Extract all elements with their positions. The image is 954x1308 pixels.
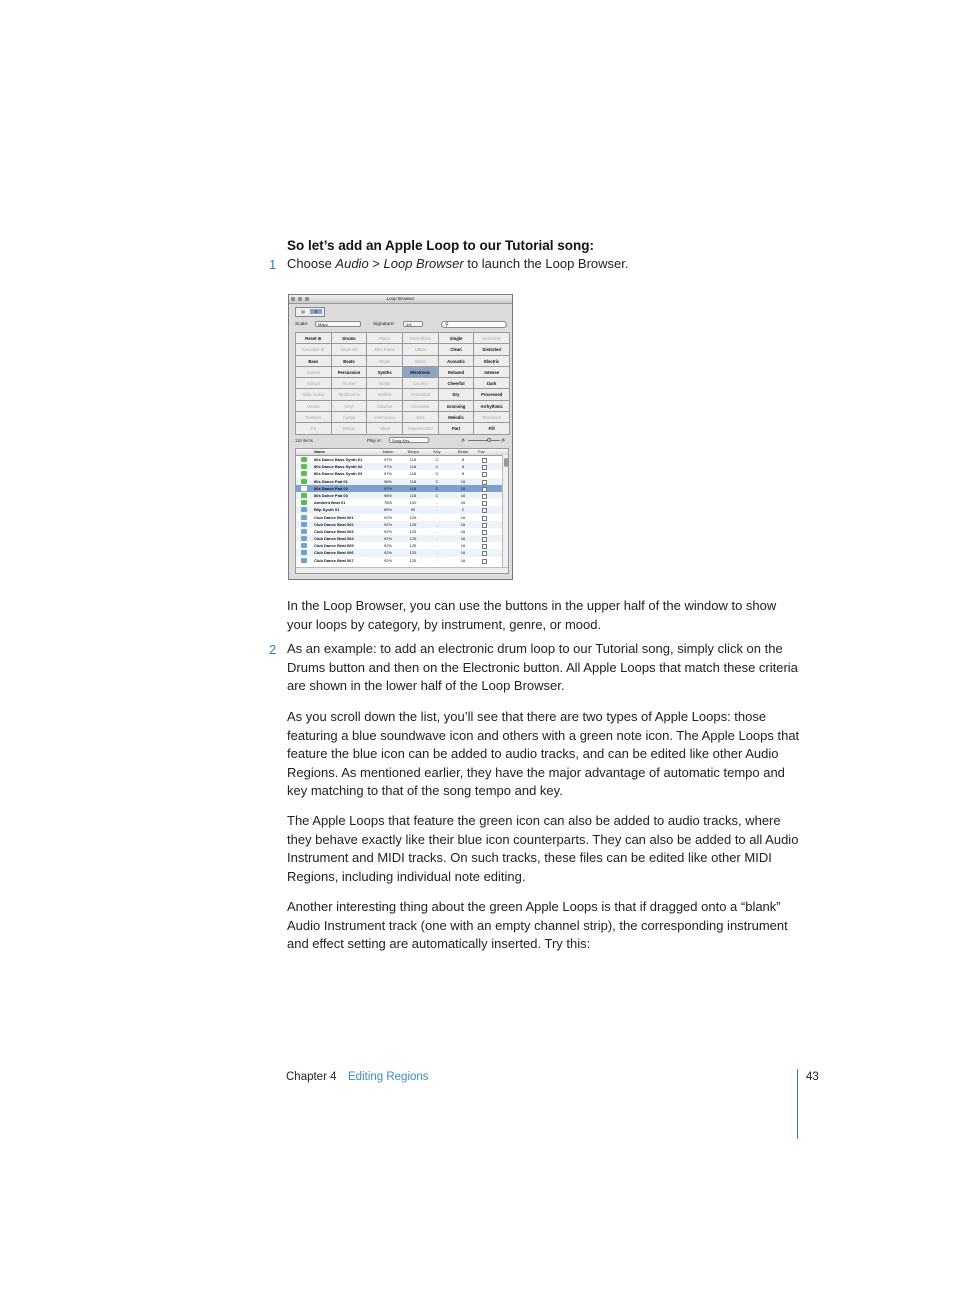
loop-match: 92%: [383, 521, 392, 527]
loop-tempo: 125: [409, 557, 417, 563]
window-title: Loop Browser: [386, 296, 415, 301]
loop-tempo: 125: [409, 536, 417, 542]
speaker-low-icon: 🔈: [461, 437, 466, 442]
loop-beats: 8: [461, 464, 465, 470]
keyword-button[interactable]: Clavinet: [367, 401, 403, 412]
keyword-button[interactable]: Orchestral: [403, 389, 439, 400]
loop-key: -: [436, 557, 438, 563]
keyword-button[interactable]: Conga: [332, 412, 368, 423]
loop-name: Ambient Beat 01: [314, 500, 346, 506]
keyword-button[interactable]: Dark: [474, 378, 510, 389]
loop-tempo: 90: [410, 507, 416, 513]
loop-key: C: [435, 492, 439, 498]
note-icon: [301, 457, 307, 462]
horizontal-scrollbar[interactable]: [296, 567, 508, 573]
volume-slider[interactable]: [461, 437, 507, 443]
table-row[interactable]: [296, 549, 508, 556]
keyword-row: [296, 356, 510, 367]
vertical-scrollbar[interactable]: [502, 455, 508, 567]
keyword-button[interactable]: Piano: [367, 333, 403, 344]
loop-name: 80s Dance Pad 03: [314, 492, 348, 498]
step-1-text: Choose Audio > Loop Browser to launch the Loop Browser.: [287, 256, 629, 271]
favorite-checkbox[interactable]: [478, 478, 492, 485]
signature-label: Signature:: [373, 322, 395, 327]
loop-key: C: [435, 478, 439, 484]
loop-beats: 16: [460, 543, 466, 549]
loop-key: C: [435, 464, 439, 470]
loop-name: 80s Dance Bass Synth 02: [314, 464, 363, 470]
favorite-checkbox[interactable]: [478, 463, 492, 470]
keyword-button[interactable]: Vocals: [296, 401, 332, 412]
keyword-button[interactable]: Synths: [367, 367, 403, 378]
menu-loop-browser: Loop Browser: [383, 256, 464, 271]
table-row[interactable]: [296, 528, 508, 535]
keyword-button[interactable]: Cheerful: [439, 378, 475, 389]
favorite-checkbox[interactable]: [478, 456, 492, 463]
keyword-button[interactable]: Dry: [439, 389, 475, 400]
table-row[interactable]: [296, 535, 508, 542]
keyword-button[interactable]: Strings: [296, 378, 332, 389]
loop-tempo: 118: [409, 457, 417, 462]
loop-name: 80s Dance Pad 01: [314, 478, 348, 484]
keyword-button[interactable]: Urban: [403, 344, 439, 355]
loop-key: -: [436, 543, 438, 549]
loop-beats: 2: [461, 507, 465, 513]
favorite-checkbox[interactable]: [478, 535, 492, 542]
footer-divider: [797, 1069, 798, 1139]
note-icon: [301, 486, 307, 491]
step-2-text: As an example: to add an electronic drum loop to our Tutorial song, simply click on the Drums button and then on the Electronic button. All Apple Loops that match these criteria are shown in the lower half of the Loop Browser.: [287, 641, 798, 694]
loop-name: 80s Dance Bass Synth 03: [314, 471, 363, 477]
loop-match: 97%: [383, 471, 392, 477]
table-row[interactable]: [296, 521, 508, 528]
page-number: 43: [806, 1071, 819, 1083]
loop-beats: 8: [461, 471, 465, 477]
footer-chapter: Chapter 4: [286, 1071, 337, 1083]
soundwave-icon: [301, 529, 307, 534]
note-icon: [301, 500, 307, 505]
loop-key: -: [436, 521, 438, 527]
table-row[interactable]: [296, 542, 508, 549]
keyword-button[interactable]: Elec Piano: [367, 344, 403, 355]
keyword-button[interactable]: Textures: [296, 412, 332, 423]
play-in-control: [367, 438, 410, 443]
keyword-button[interactable]: Organ: [367, 356, 403, 367]
keyword-button[interactable]: Acoustic: [439, 356, 475, 367]
favorite-checkbox[interactable]: [478, 549, 492, 556]
loop-key: -: [436, 550, 438, 556]
loop-tempo: 100: [409, 500, 417, 506]
table-row[interactable]: [296, 470, 508, 477]
keyword-button[interactable]: Distorted: [474, 344, 510, 355]
loop-tempo: 125: [409, 543, 417, 549]
loop-name: Club Dance Beat 003: [314, 528, 354, 534]
keyword-button[interactable]: Country: [403, 378, 439, 389]
favorite-checkbox[interactable]: [478, 557, 492, 564]
loop-key: -: [436, 514, 438, 520]
loop-beats: 16: [460, 557, 466, 563]
search-input[interactable]: [441, 321, 507, 328]
keyword-button[interactable]: Reset ⚙: [296, 333, 332, 344]
table-row[interactable]: [296, 456, 508, 463]
note-icon: [301, 479, 307, 484]
soundwave-icon: [301, 543, 307, 548]
keyword-button[interactable]: FX: [296, 423, 332, 434]
loop-name: Blip Synth 01: [314, 507, 340, 513]
keyword-button[interactable]: Dissonant: [474, 412, 510, 423]
keyword-button[interactable]: Slide Guitar: [296, 389, 332, 400]
soundwave-icon: [301, 558, 307, 563]
keyword-button[interactable]: Brass: [367, 378, 403, 389]
table-row[interactable]: [296, 492, 508, 499]
signature-select[interactable]: 4/4: [403, 321, 423, 327]
keyword-button[interactable]: Tambourine: [332, 389, 368, 400]
loop-name: Club Dance Beat 002: [314, 521, 354, 527]
note-icon: [301, 493, 307, 498]
loop-tempo: 118: [409, 464, 417, 470]
loop-key: -: [436, 500, 438, 506]
loop-tempo: 125: [409, 521, 417, 527]
loop-match: 97%: [383, 457, 392, 462]
loop-beats: 8: [461, 457, 465, 462]
keyword-button[interactable]: Drums: [332, 333, 368, 344]
keyword-button[interactable]: Electronic: [403, 367, 439, 378]
keyword-button[interactable]: Intense: [474, 367, 510, 378]
loop-key: -: [436, 507, 438, 513]
keyword-button[interactable]: Drum Kit: [332, 344, 368, 355]
footer-section-link[interactable]: Editing Regions: [348, 1071, 429, 1083]
search-icon: ⚲: [445, 322, 449, 328]
keyword-row: [296, 378, 510, 389]
loop-beats: 16: [460, 550, 466, 556]
col-name[interactable]: Name: [314, 449, 325, 454]
keyword-button[interactable]: Ensemble: [474, 333, 510, 344]
button-view-icon[interactable]: ▤: [301, 309, 305, 314]
loop-beats: 16: [460, 492, 466, 498]
keyword-button[interactable]: Percussion: [332, 367, 368, 378]
section-heading: So let’s add an Apple Loop to our Tutorial song:: [287, 238, 594, 253]
step-number-2: 2: [269, 642, 277, 657]
play-in-label: Play in:: [367, 438, 382, 443]
paragraph-5: Another interesting thing about the green Apple Loops is that if dragged onto a “blank” Audio Instrument track (one with an empty channel strip), the corresponding instrument and effect setting are automatically inserted. Try this:: [287, 899, 788, 952]
keyword-row: [296, 344, 510, 355]
step-number-1: 1: [269, 257, 277, 272]
loop-key: C: [435, 457, 439, 462]
loop-match: 78%: [383, 500, 392, 506]
keyword-button[interactable]: Rock/Blues: [403, 333, 439, 344]
table-row[interactable]: [296, 463, 508, 470]
loop-name: 80s Dance Pad 02: [314, 485, 348, 491]
keyword-row: [296, 389, 510, 400]
note-icon: [301, 464, 307, 469]
loop-beats: 16: [460, 514, 466, 520]
col-beats[interactable]: Beats: [457, 449, 469, 454]
keyword-button[interactable]: Vinyl: [332, 401, 368, 412]
favorite-checkbox[interactable]: [478, 499, 492, 506]
keyword-button[interactable]: Electric: [474, 356, 510, 367]
keyword-row: [296, 367, 510, 378]
loop-name: Club Dance Beat 004: [314, 536, 354, 542]
keyword-button[interactable]: Experimental: [403, 423, 439, 434]
menu-audio: Audio: [335, 256, 369, 271]
loop-tempo: 118: [409, 492, 417, 498]
col-match[interactable]: Match: [382, 449, 394, 454]
paragraph-1: In the Loop Browser, you can use the buttons in the upper half of the window to show your loops by category, by instrument, genre, or mood.: [287, 598, 777, 632]
table-row[interactable]: [296, 506, 508, 513]
keyword-button[interactable]: Fill: [474, 423, 510, 434]
loop-beats: 16: [460, 528, 466, 534]
loop-match: 92%: [383, 514, 392, 520]
play-in-select[interactable]: Song Key: [389, 437, 429, 443]
favorite-checkbox[interactable]: [478, 528, 492, 535]
view-toggle[interactable]: [295, 307, 325, 317]
loop-browser-window: [288, 294, 513, 580]
loop-key: C: [435, 471, 439, 477]
soundwave-icon: [301, 522, 307, 527]
loop-match: 92%: [383, 536, 392, 542]
loop-match: 97%: [383, 464, 392, 470]
scale-select[interactable]: Major: [315, 321, 361, 327]
loop-key: -: [436, 536, 438, 542]
keyword-button[interactable]: Guitars: [296, 367, 332, 378]
loop-tempo: 118: [409, 471, 417, 477]
keyword-button[interactable]: Cinematic: [403, 401, 439, 412]
keyword-button[interactable]: Harmonica: [367, 412, 403, 423]
favorite-checkbox[interactable]: [478, 485, 492, 492]
paragraph-4: The Apple Loops that feature the green icon can also be added to audio tracks, where they behave exactly like their blue icon counterparts. They can also be added to all Audio Instrument and MIDI tracks. On such tracks, these files can be edited like other MIDI Regions, including individual note editing.: [287, 813, 799, 884]
favorite-checkbox[interactable]: [478, 506, 492, 513]
table-row[interactable]: [296, 485, 508, 492]
col-key[interactable]: Key: [433, 449, 441, 454]
table-body: [296, 456, 508, 564]
keyword-button[interactable]: Favorites ⚙: [296, 344, 332, 355]
table-row[interactable]: [296, 557, 508, 564]
favorite-checkbox[interactable]: [478, 514, 492, 521]
keyword-button[interactable]: Clean: [439, 344, 475, 355]
keyword-row: [296, 423, 510, 434]
soundwave-icon: [301, 536, 307, 541]
loop-tempo: 125: [409, 528, 417, 534]
loop-name: Club Dance Beat 005: [314, 543, 354, 549]
volume-knob[interactable]: [487, 438, 491, 442]
keyword-row: [296, 333, 510, 344]
keyword-button[interactable]: Grooving: [439, 401, 475, 412]
loop-tempo: 125: [409, 550, 417, 556]
loop-key: C: [435, 485, 439, 491]
keyword-button[interactable]: Bongo: [332, 423, 368, 434]
col-tempo[interactable]: Tempo: [406, 449, 419, 454]
keyword-button[interactable]: World: [403, 356, 439, 367]
keyword-button[interactable]: Arrhythmic: [474, 401, 510, 412]
keyword-button[interactable]: Mallets: [367, 389, 403, 400]
table-header: [296, 449, 508, 456]
speaker-high-icon: 🔊: [501, 437, 506, 442]
keyword-button[interactable]: Vibes: [367, 423, 403, 434]
loop-name: 80s Dance Bass Synth 01: [314, 457, 363, 462]
keyword-button[interactable]: Bass: [296, 356, 332, 367]
loop-tempo: 125: [409, 514, 417, 520]
loop-name: Club Dance Beat 001: [314, 514, 354, 520]
keyword-button[interactable]: Jazz: [403, 412, 439, 423]
soundwave-icon: [301, 550, 307, 555]
keyword-row: [296, 412, 510, 423]
loop-key: -: [436, 528, 438, 534]
keyword-button[interactable]: Melodic: [439, 412, 475, 423]
soundwave-icon: [301, 515, 307, 520]
loop-tempo: 118: [409, 478, 417, 484]
keyword-button[interactable]: Shaker: [332, 378, 368, 389]
loop-beats: 16: [460, 536, 466, 542]
favorite-checkbox[interactable]: [478, 521, 492, 528]
loop-beats: 16: [460, 521, 466, 527]
column-view-icon[interactable]: ☰: [310, 309, 322, 314]
keyword-button[interactable]: Single: [439, 333, 475, 344]
loop-name: Club Dance Beat 006: [314, 550, 354, 556]
loop-beats: 16: [460, 485, 466, 491]
col-fav[interactable]: Fav: [478, 449, 485, 454]
loop-beats: 16: [460, 478, 466, 484]
items-count: 118 items: [295, 438, 313, 443]
favorite-checkbox[interactable]: [478, 492, 492, 499]
keyword-grid: [295, 332, 510, 435]
keyword-row: [296, 401, 510, 412]
keyword-button[interactable]: Relaxed: [439, 367, 475, 378]
loop-match: 92%: [383, 528, 392, 534]
table-row[interactable]: [296, 514, 508, 521]
paragraph-3: As you scroll down the list, you’ll see that there are two types of Apple Loops: those featuring a blue soundwave icon and others with a green note icon. The Apple Loops that feature the blue icon can be added to audio tracks, and can be edited like other Audio Regions. As mentioned earlier, they have the major advantage of automatic tempo and key matching to that of the song tempo and key.: [287, 709, 800, 799]
table-row[interactable]: [296, 478, 508, 485]
loop-tempo: 118: [409, 485, 417, 491]
loop-match: 92%: [383, 550, 392, 556]
scale-label: Scale:: [295, 322, 309, 327]
loop-name: Club Dance Beat 007: [314, 557, 354, 563]
note-icon: [301, 471, 307, 476]
loop-match: 92%: [383, 543, 392, 549]
loop-match: 85%: [383, 507, 392, 513]
title-bar: [289, 295, 512, 304]
soundwave-icon: [301, 507, 307, 512]
favorite-checkbox[interactable]: [478, 470, 492, 477]
loop-beats: 16: [460, 500, 466, 506]
keyword-button[interactable]: Part: [439, 423, 475, 434]
loop-match: 98%: [383, 492, 392, 498]
loop-results-table: [295, 448, 509, 574]
keyword-button[interactable]: Beats: [332, 356, 368, 367]
loop-match: 97%: [383, 485, 392, 491]
table-row[interactable]: [296, 499, 508, 506]
favorite-checkbox[interactable]: [478, 542, 492, 549]
loop-match: 92%: [383, 557, 392, 563]
loop-match: 98%: [383, 478, 392, 484]
keyword-button[interactable]: Processed: [474, 389, 510, 400]
